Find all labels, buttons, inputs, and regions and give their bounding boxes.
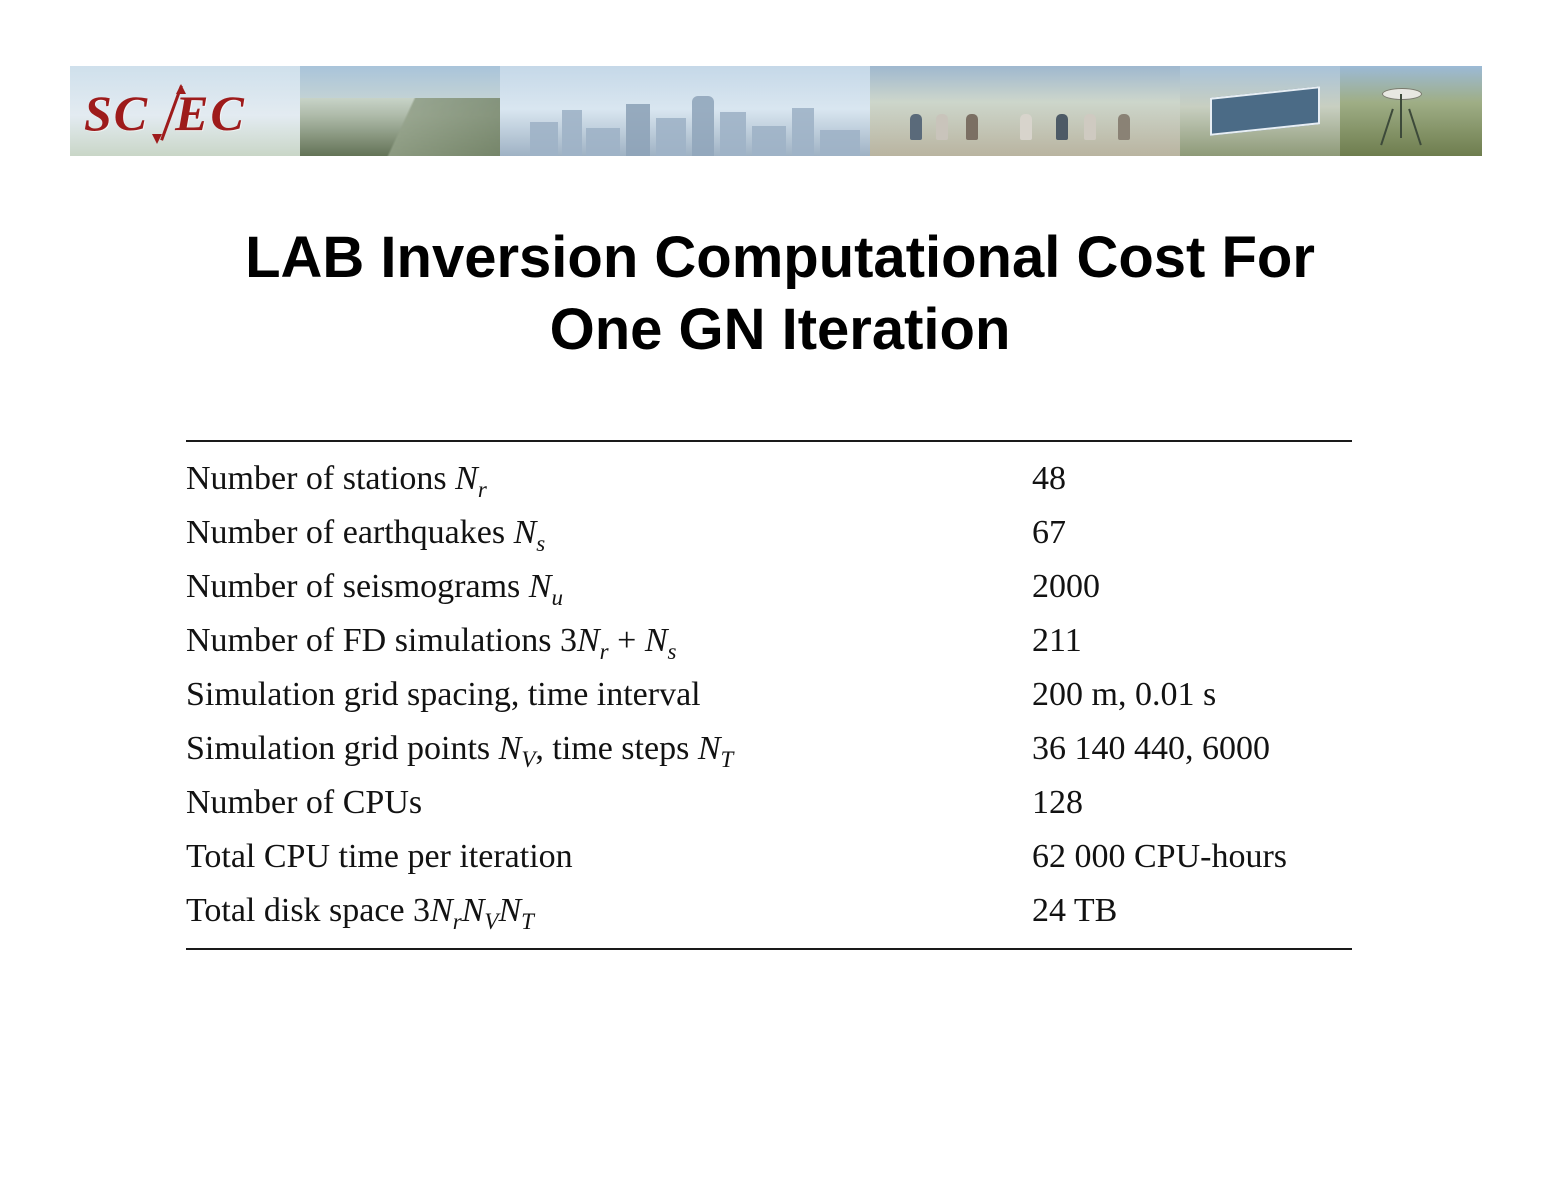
banner-segment-field-researchers: [870, 66, 1200, 156]
row-value: 2000: [1032, 568, 1100, 605]
row-value: 200 m, 0.01 s: [1032, 676, 1217, 713]
table-bottom-rule: [186, 948, 1352, 950]
row-label: Total disk space $3N_rN_VN_T$: [186, 892, 534, 934]
table-row: [186, 560, 1352, 614]
table-top-rule: [186, 440, 1352, 442]
logo-arrow-up-icon: [176, 84, 186, 94]
cost-table-body: [186, 452, 1352, 938]
logo-arrow-down-icon: [152, 134, 162, 144]
table-row: [186, 722, 1352, 776]
table-row: [186, 776, 1352, 830]
row-label: Number of seismograms $N_u$: [186, 568, 563, 610]
row-label: Total CPU time per iteration: [186, 838, 573, 875]
cost-table: [186, 440, 1352, 950]
banner-segment-solar-panel: [1180, 66, 1360, 156]
slide-title-line-2: One GN Iteration: [549, 297, 1011, 362]
scec-logo-text-left: SC: [84, 85, 150, 141]
table-row: [186, 506, 1352, 560]
row-value: 48: [1032, 460, 1066, 497]
row-value: 24 TB: [1032, 892, 1118, 929]
banner-segment-mountains: [300, 66, 520, 156]
gps-antenna-icon: [1382, 88, 1422, 100]
solar-panel-icon: [1210, 86, 1320, 136]
row-label: Number of FD simulations $3N_r + N_s$: [186, 622, 677, 664]
slide-title-line-1: LAB Inversion Computational Cost For: [245, 225, 1315, 290]
row-label: Number of stations $N_r$: [186, 460, 487, 502]
row-value: 62 000 CPU-hours: [1032, 838, 1288, 875]
scec-logo-text-right: EC: [175, 85, 246, 141]
scec-banner-image: [70, 66, 1482, 156]
row-label: Simulation grid points $N_V$, time steps $N_T$: [186, 730, 734, 772]
row-label: Number of earthquakes $N_s$: [186, 514, 546, 556]
row-value: 128: [1032, 784, 1083, 821]
table-row: [186, 668, 1352, 722]
row-value: 67: [1032, 514, 1066, 551]
table-row: [186, 452, 1352, 506]
slide-title: [130, 222, 1430, 366]
table-row: [186, 830, 1352, 884]
row-value: 211: [1032, 622, 1082, 659]
table-row: [186, 614, 1352, 668]
banner-segment-city-skyline: [500, 66, 890, 156]
tripod-icon: [1400, 94, 1402, 138]
row-value: 36 140 440, 6000: [1032, 730, 1270, 767]
row-label: Number of CPUs: [186, 784, 423, 821]
table-row: [186, 884, 1352, 938]
scec-logo: [84, 82, 299, 144]
row-label: Simulation grid spacing, time interval: [186, 676, 701, 713]
